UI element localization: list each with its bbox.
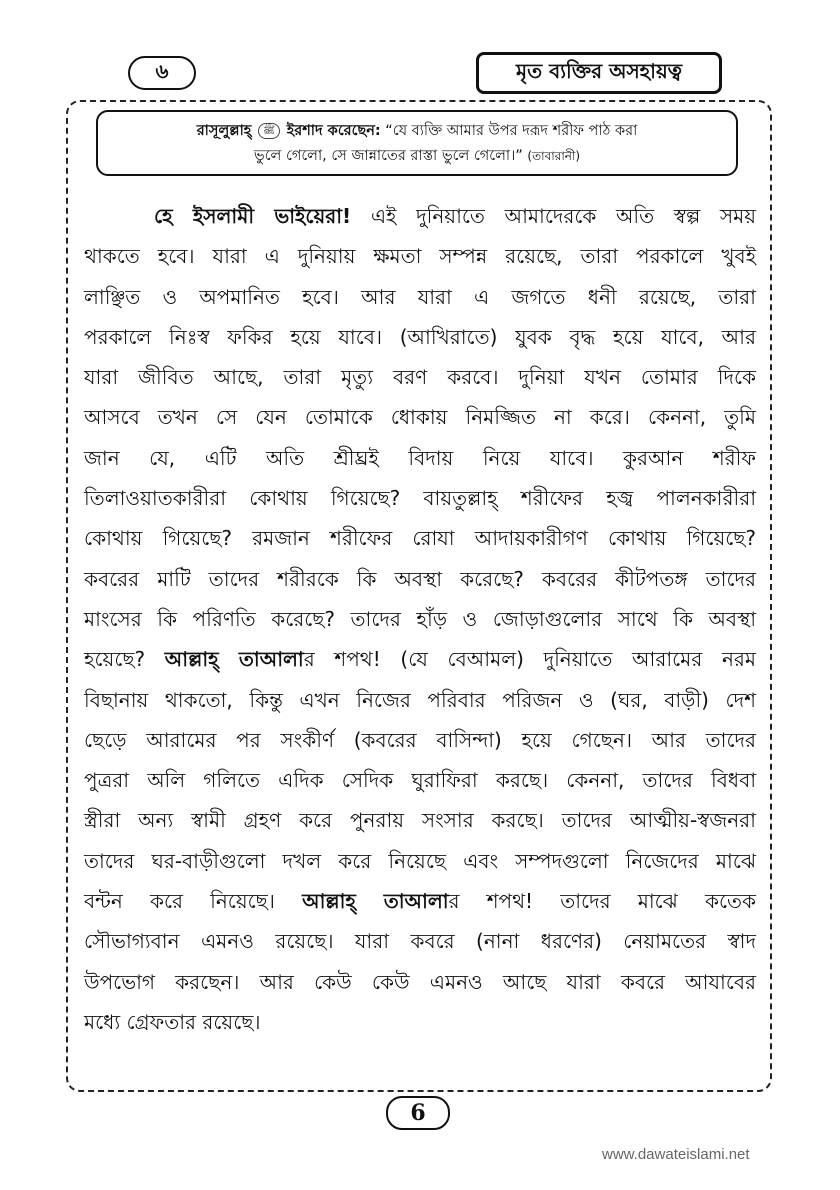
body-line-last: মধ্যে গ্রেফতার রয়েছে।	[84, 1009, 261, 1034]
body-line-text: র শপথ! তাদের মাঝে কতেক	[448, 889, 756, 914]
hadith-speaker: রাসূলুল্লাহ্	[196, 123, 252, 139]
salutation-icon: ﷺ	[258, 123, 280, 139]
body-line: তাদের ঘর-বাড়ীগুলো দখল করে নিয়েছে এবং সম্পদগুলো নিজেদের মাঝে	[84, 848, 756, 873]
book-title	[476, 52, 722, 94]
body-line-text: বন্টন করে নিয়েছে।	[84, 889, 303, 914]
website-url: www.dawateislami.net	[602, 1146, 750, 1163]
body-line: মাংসের কি পরিণতি করেছে? তাদের হাঁড় ও জোড়াগুলোর সাথে কি অবস্থা	[84, 606, 756, 631]
body-line: পরকালে নিঃস্ব ফকির হয়ে যাবে। (আখিরাতে) যুবক বৃদ্ধ হয়ে যাবে, আর	[84, 324, 756, 349]
body-line: থাকতে হবে। যারা এ দুনিয়ায় ক্ষমতা সম্পন্ন রয়েছে, তারা পরকালে খুবই	[84, 244, 756, 269]
body-line: বিছানায় থাকতো, কিন্তু এখন নিজের পরিবার পরিজন ও (ঘর, বাড়ী) দেশ	[84, 687, 756, 712]
body-line	[84, 881, 756, 921]
body-line: উপভোগ করছেন। আর কেউ কেউ এমনও আছে যারা কবরে আযাবের	[84, 969, 756, 994]
body-line: স্ত্রীরা অন্য স্বামী গ্রহণ করে পুনরায় সংসার করছে। তাদের আত্মীয়-স্বজনরা	[84, 808, 756, 833]
hadith-quote-1: “যে ব্যক্তি আমার উপর দরূদ শরীফ পাঠ করা	[385, 123, 638, 139]
hadith-said: ইরশাদ করেছেন:	[286, 123, 381, 139]
hadith-line-2	[108, 144, 726, 169]
body-line	[84, 639, 756, 679]
body-line: আসবে তখন সে যেন তোমাকে ধোকায় নিমজ্জিত না করে। কেননা, তুমি	[84, 405, 756, 430]
body-line: পুত্ররা অলি গলিতে এদিক সেদিক ঘুরাফিরা করছে। কেননা, তাদের বিধবা	[84, 768, 756, 793]
body-line-text: র শপথ! (যে বেআমল) দুনিয়াতে আরামের নরম	[303, 647, 756, 672]
body-line: জান যে, এটি অতি শ্রীঘ্রই বিদায় নিয়ে যাবে। কুরআন শরীফ	[84, 445, 756, 470]
hadith-line-1	[108, 119, 726, 144]
body-line: যারা জীবিত আছে, তারা মৃত্যু বরণ করবে। দুনিয়া যখন তোমার দিকে	[84, 365, 756, 390]
allah-bold: আল্লাহ্ তাআলা	[164, 647, 304, 672]
page-number-top	[128, 56, 196, 90]
body-text	[84, 196, 756, 1042]
body-line: কবরের মাটি তাদের শরীরকে কি অবস্থা করেছে? কবরের কীটপতঙ্গ তাদের	[84, 566, 756, 591]
body-line: সৌভাগ্যবান এমনও রয়েছে। যারা কবরে (নানা ধরণের) নেয়ামতের স্বাদ	[84, 929, 756, 954]
hadith-box	[96, 110, 738, 176]
body-line: তিলাওয়াতকারীরা কোথায় গিয়েছে? বায়তুল্লাহ্ শরীফের হজ্ব পালনকারীরা	[84, 486, 756, 511]
opening-bold: হে ইসলামী ভাইয়েরা!	[154, 204, 352, 228]
body-line	[84, 196, 756, 236]
hadith-source: (তাবারানী)	[527, 149, 581, 163]
book-title-text: মৃত ব্যক্তির অসহায়ত্ব	[516, 58, 682, 83]
page-number-top-text: ৬	[155, 58, 169, 83]
body-line-text: হয়েছে?	[84, 647, 165, 672]
page-number-bottom-text: 6	[410, 1100, 426, 1126]
allah-bold: আল্লাহ্ তাআলা	[302, 889, 449, 914]
body-line: লাঞ্ছিত ও অপমানিত হবে। আর যারা এ জগতে ধনী রয়েছে, তারা	[84, 284, 756, 309]
body-line: ছেড়ে আরামের পর সংকীর্ণ (কবরের বাসিন্দা) হয়ে গেছেন। আর তাদের	[84, 727, 756, 752]
body-line-text: এই দুনিয়াতে আমাদেরকে অতি স্বল্প সময়	[351, 204, 756, 228]
hadith-quote-2: ভুলে গেলো, সে জান্নাতের রাস্তা ভুলে গেলো।”	[253, 148, 523, 164]
body-line: কোথায় গিয়েছে? রমজান শরীফের রোযা আদায়কারীগণ কোথায় গিয়েছে?	[84, 526, 756, 551]
page-number-bottom	[386, 1096, 450, 1130]
